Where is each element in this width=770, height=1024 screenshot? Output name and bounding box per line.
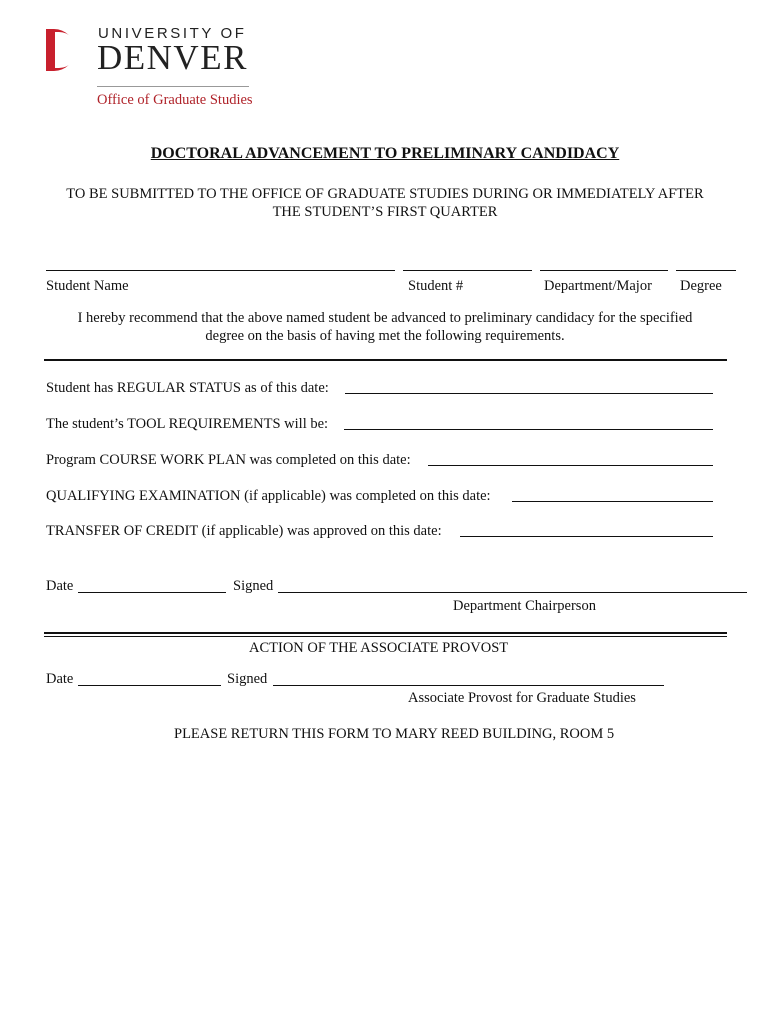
student-name-label: Student Name bbox=[46, 278, 129, 294]
double-rule-bottom bbox=[44, 636, 727, 637]
denver-d-logo-icon bbox=[46, 29, 76, 71]
degree-field[interactable] bbox=[676, 270, 736, 271]
provost-section-heading: ACTION OF THE ASSOCIATE PROVOST bbox=[249, 640, 509, 656]
logo-university-of: UNIVERSITY OF bbox=[98, 25, 247, 42]
section-divider bbox=[44, 359, 727, 361]
tool-requirements-label: The student’s TOOL REQUIREMENTS will be: bbox=[46, 416, 329, 432]
course-work-plan-label: Program COURSE WORK PLAN was completed on this date: bbox=[46, 452, 411, 468]
recommendation-line1: I hereby recommend that the above named student be advanced to preliminary candidacy for the specified bbox=[77, 310, 693, 326]
department-major-label: Department/Major bbox=[544, 278, 652, 294]
regular-status-date-field[interactable] bbox=[345, 393, 713, 394]
logo-denver: DENVER bbox=[97, 38, 248, 77]
provost-date-field[interactable] bbox=[78, 685, 221, 686]
course-work-plan-date-field[interactable] bbox=[428, 465, 713, 466]
qualifying-exam-date-field[interactable] bbox=[512, 501, 713, 502]
regular-status-label: Student has REGULAR STATUS as of this date: bbox=[46, 380, 329, 396]
student-number-label: Student # bbox=[408, 278, 464, 294]
tool-requirements-field[interactable] bbox=[344, 429, 713, 430]
recommendation-line2: degree on the basis of having met the following requirements. bbox=[205, 328, 565, 344]
degree-label: Degree bbox=[680, 278, 722, 294]
return-instructions: PLEASE RETURN THIS FORM TO MARY REED BUILDING, ROOM 5 bbox=[174, 726, 615, 742]
chair-signature-field[interactable] bbox=[278, 592, 747, 593]
chair-date-field[interactable] bbox=[78, 592, 226, 593]
student-name-field[interactable] bbox=[46, 270, 395, 271]
logo-divider bbox=[97, 86, 249, 87]
provost-signed-label: Signed bbox=[227, 671, 268, 687]
transfer-credit-date-field[interactable] bbox=[460, 536, 713, 537]
student-number-field[interactable] bbox=[403, 270, 532, 271]
form-subtitle-line2: THE STUDENT’S FIRST QUARTER bbox=[272, 204, 498, 220]
qualifying-exam-label: QUALIFYING EXAMINATION (if applicable) was completed on this date: bbox=[46, 488, 491, 504]
transfer-credit-label: TRANSFER OF CREDIT (if applicable) was approved on this date: bbox=[46, 523, 442, 539]
form-title: DOCTORAL ADVANCEMENT TO PRELIMINARY CANDIDACY bbox=[150, 145, 620, 162]
provost-role-label: Associate Provost for Graduate Studies bbox=[408, 690, 636, 706]
chair-signed-label: Signed bbox=[233, 578, 274, 594]
chair-date-label: Date bbox=[46, 578, 74, 594]
logo-office-name: Office of Graduate Studies bbox=[97, 92, 253, 108]
double-rule-top bbox=[44, 632, 727, 634]
form-subtitle-line1: TO BE SUBMITTED TO THE OFFICE OF GRADUATE STUDIES DURING OR IMMEDIATELY AFTER bbox=[66, 186, 704, 202]
department-major-field[interactable] bbox=[540, 270, 668, 271]
chair-role-label: Department Chairperson bbox=[453, 598, 596, 614]
provost-date-label: Date bbox=[46, 671, 74, 687]
provost-signature-field[interactable] bbox=[273, 685, 664, 686]
